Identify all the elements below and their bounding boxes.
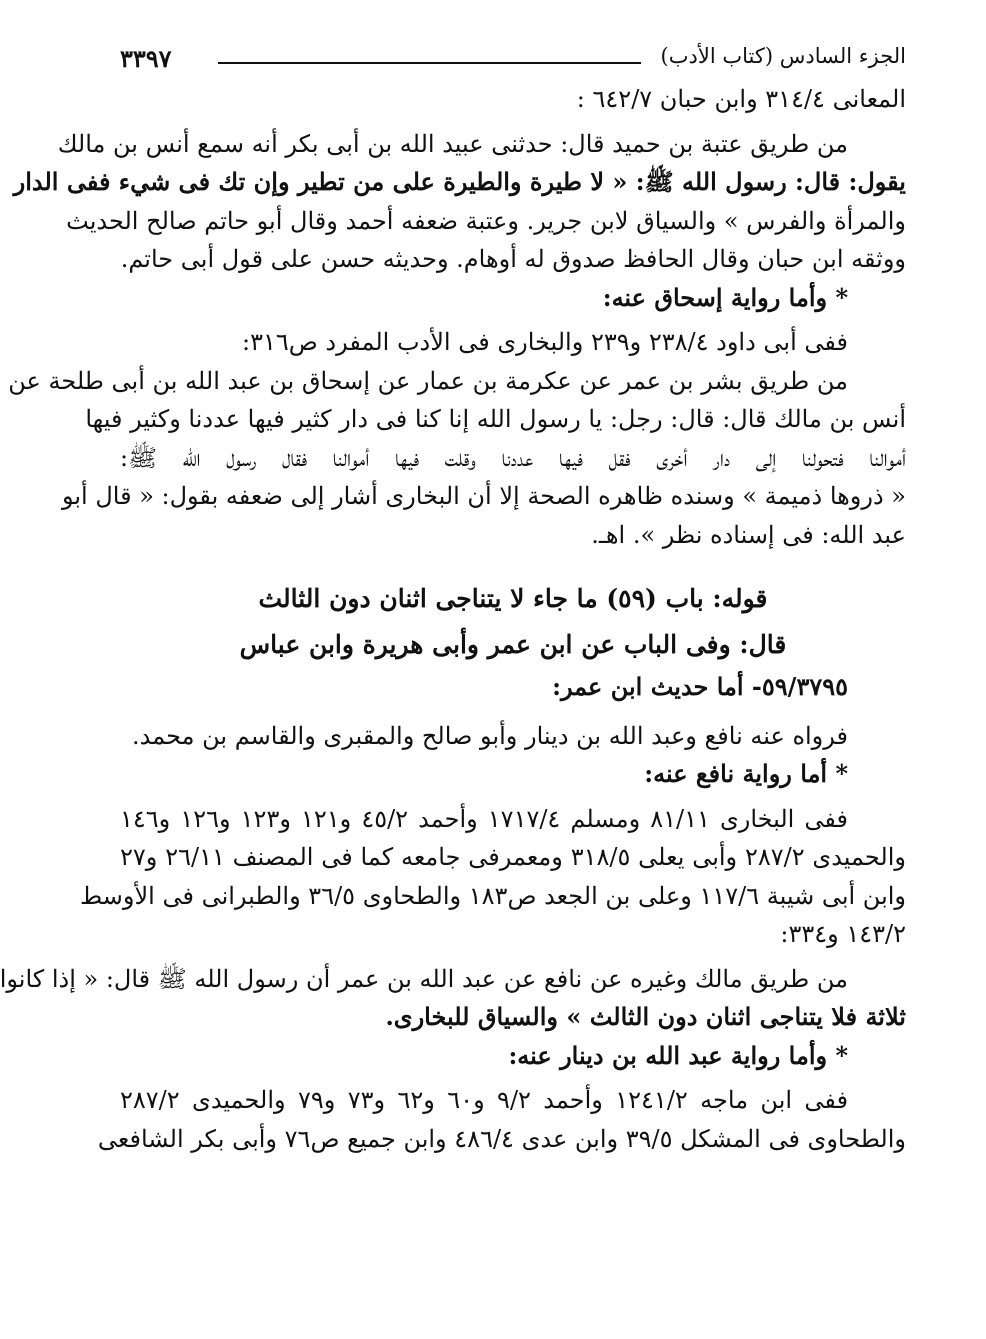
subheading-nafi: * أما رواية نافع عنه:	[644, 759, 848, 788]
text-line: « ذروها ذميمة » وسنده ظاهره الصحة إلا أن البخارى أشار إلى ضعفه بقول: « قال أبو	[61, 482, 906, 510]
text-line: المعانى ٣١٤/٤ وابن حبان ٦٤٢/٧ :	[576, 85, 906, 113]
text-line: ١٤٣/٢ و٣٣٤:	[780, 920, 906, 948]
text-line: فرواه عنه نافع وعبد الله بن دينار وأبو صالح والمقبرى والقاسم بن محمد.	[132, 721, 848, 750]
text-line: ووثقه ابن حبان وقال الحافظ صدوق له أوهام. وحديثه حسن على قول أبى حاتم.	[120, 245, 906, 273]
text-line: ففى أبى داود ٢٣٨/٤ و٢٣٩ والبخارى فى الأدب المفرد ص٣١٦:	[241, 328, 848, 356]
paragraph-malik	[0, 960, 906, 1037]
text-line: وابن أبى شيبة ١١٧/٦ وعلى بن الجعد ص١٨٣ والطحاوى ٣٦/٥ والطبرانى فى الأوسط	[80, 881, 906, 910]
paragraph-bukhari	[80, 800, 906, 954]
chapter-subheading: قال: وفى الباب عن ابن عمر وأبى هريرة وابن عباس	[239, 630, 787, 659]
text-line: والحميدى ٢٨٧/٢ وأبى يعلى ٣١٨/٥ ومعمرفى جامعه كما فى المصنف ٢٦/١١ و٢٧	[120, 843, 906, 871]
paragraph-ibn-majah	[97, 1081, 906, 1158]
text-line: ففى ابن ماجه ١٢٤١/٢ وأحمد ٩/٢ و٦٠ و٦٢ و٧٣ و٧٩ والحميدى ٢٨٧/٢	[120, 1086, 849, 1114]
text-line: أنس بن مالك قال: قال: رجل: يا رسول الله إنا كنا فى دار كثير فيها عددنا وكثير فيها	[85, 405, 906, 433]
subheading-ishaq: * وأما رواية إسحاق عنه:	[602, 282, 848, 312]
paragraph-abu-dawud	[8, 323, 906, 554]
document-page	[0, 40, 906, 1158]
page-number: ٣٣٩٧	[120, 44, 172, 73]
text-line: أموالنا فتحولنا إلى دار أخرى فقل فيها عددنا وقلت فيها أموالنا فقال رسول الله ﷺ:	[120, 443, 906, 472]
paragraph-utbah	[13, 125, 906, 279]
chapter-heading: قوله: باب (٥٩) ما جاء لا يتناجى اثنان دون الثالث	[258, 584, 768, 613]
header-rule	[218, 62, 641, 64]
text-line: من طريق مالك وغيره عن نافع عن عبد الله بن عمر أن رسول الله ﷺ قال: « إذا كانوا	[0, 964, 848, 993]
text-line: يقول: قال: رسول الله ﷺ: « لا طيرة والطيرة على من تطير وإن تك فى شيء ففى الدار	[13, 167, 906, 196]
subheading-abdullah-dinar: * وأما رواية عبد الله بن دينار عنه:	[508, 1040, 848, 1070]
text-line: عبد الله: فى إسناده نظر ». اهـ.	[591, 520, 906, 549]
text-line: ثلاثة فلا يتناجى اثنان دون الثالث » والسياق للبخارى.	[385, 1002, 906, 1031]
text-line: ففى البخارى ٨١/١١ ومسلم ١٧١٧/٤ وأحمد ٤٥/٢ و١٢١ و١٢٣ و١٢٦ و١٤٦	[120, 804, 849, 833]
hadith-number-heading: ٥٩/٣٧٩٥- أما حديث ابن عمر:	[552, 672, 848, 701]
page-header	[120, 40, 906, 80]
text-line: والمرأة والفرس » والسياق لابن جرير. وعتبة ضعفه أحمد وقال أبو حاتم صالح الحديث	[66, 206, 906, 235]
text-line: من طريق بشر بن عمر عن عكرمة بن عمار عن إسحاق بن عبد الله بن أبى طلحة عن	[8, 366, 848, 395]
running-title: الجزء السادس (كتاب الأدب)	[660, 44, 906, 68]
text-line: من طريق عتبة بن حميد قال: حدثنى عبيد الله بن أبى بكر أنه سمع أنس بن مالك	[57, 129, 848, 158]
text-line: والطحاوى فى المشكل ٣٩/٥ وابن عدى ٤٨٦/٤ وابن جميع ص٧٦ وأبى بكر الشافعى	[97, 1124, 906, 1153]
